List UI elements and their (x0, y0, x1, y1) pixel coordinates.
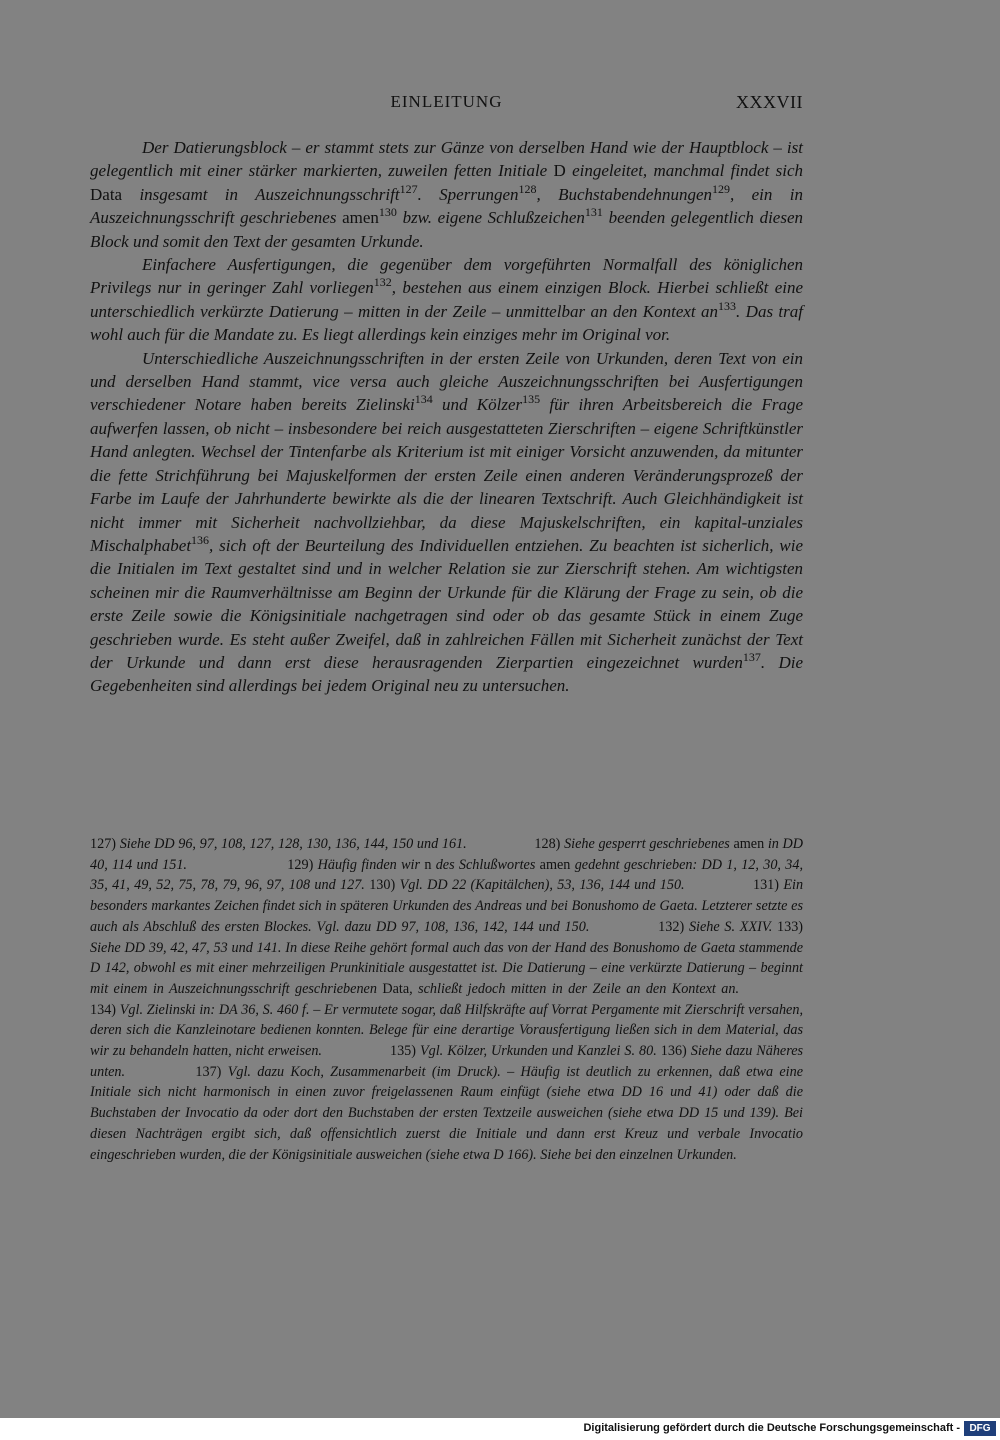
footnote-ref[interactable]: 127 (399, 181, 418, 196)
footnote-text: Vgl. Kölzer, Urkunden und Kanzlei S. 80. (419, 1043, 657, 1060)
upright-text: Data (90, 184, 123, 204)
text-run: , sich oft der Beurteilung des Individuellen entziehen. Zu beachten ist sicherlich, wie die Initialen im Text gestaltet sind und in welcher Relation sie zur Zierschrift stehen. Am wichtigsten scheinen mir die Raumverhältnisse am Beginn der Urkunde für die Klärung der Frage zu sein, ob die erste Zeile sowie die Königsinitiale nachgetragen sind oder ob das gesamte Stück in einem Zuge geschrieben wurde. Es steht außer Zweifel, daß in zahlreichen Fällen mit Sicherheit zunächst der Text der Urkunde und dann erst diese herausragenden Zierpartien eingezeichnet wurden (90, 535, 803, 672)
footnote-number: 131) (752, 877, 779, 894)
footnotes (90, 834, 803, 1165)
upright-text: n (424, 856, 432, 873)
footnote-ref[interactable]: 132 (373, 275, 392, 290)
footnote-130 (369, 877, 684, 893)
text-run: eingeleitet, manchmal findet sich (565, 161, 803, 181)
text-run: Unterschiedliche Auszeichnungsschriften in der ersten Zeile von Urkunden, deren Text von ein und derselben Hand stammt, vice versa auch gleiche Auszeichnungsschriften bei Ausfertigungen verschiedener Notare haben bereits Zielinski (90, 348, 803, 415)
footnote-text: des Schlußwortes (431, 856, 540, 873)
upright-text: amen (733, 836, 765, 852)
paragraph (90, 347, 803, 698)
footnote-text: Vgl. dazu Koch, Zusammenarbeit (im Druck). – Häufig ist deutlich zu erkennen, daß etwa eine Initiale sich nicht harmonisch in einen zuvor freigelassenen Raum einfügt (siehe etwa DD 16 und 41) oder daß die Buchstaben der Invocatio da oder dort den Buchstaben der ersten Textzeile ausweichen (siehe etwa DD 15 und 139). Bei diesen Nachträgen ergibt sich, daß offensichtlich zuerst die Initiale und dann erst Kreuz und verbale Invocatio eingeschrieben wurden, die der Königsinitiale ausweichen (siehe etwa D 166). Siehe bei den einzelnen Urkunden. (90, 1063, 804, 1163)
footnote-ref[interactable]: 133 (718, 298, 737, 313)
upright-text: amen (342, 208, 379, 228)
footnote-text: Vgl. Zielinski in: DA 36, S. 460 f. – Er vermutete sogar, daß Hilfskräfte auf Vorrat Pergamente mit Zierschrift versahen, deren sich die Kanzleinotare bedienen konnten. Belege für eine derartige Vorausfertigung ließen sich in dem Material, das wir zu behandeln hatten, nicht erweisen. (90, 1001, 803, 1060)
text-run: , Buchstabendehnungen (536, 184, 713, 204)
footnote-number: 130) (369, 877, 396, 894)
footnote-text: in DD 40, 114 und 151. (90, 836, 804, 873)
text-run: für ihren Arbeitsbereich die Frage aufwerfen lassen, ob nicht – insbesondere bei reich ausgestatteten Zierschriften – eigene Schriftkünstler Hand anlegten. Wechsel der Tintenfarbe als Kriterium ist mit einiger Vorsicht anzuwenden, da mitunter die fette Strichführung bei Majuskelformen der ersten Zeile einen anderen Veränderungsprozeß der Farbe im Laufe der Jahrhunderte bewirkte als die der linearen Textschrift. Auch Gleichhändigkeit ist nicht immer mit Sicherheit nachvollziehbar, da diese Majuskelschriften, ein kapital-unziales Mischalphabet (90, 395, 803, 555)
text-run: . Die Gegebenheiten sind allerdings bei jedem Original neu zu untersuchen. (90, 652, 804, 696)
footnote-number: 129) (287, 856, 314, 873)
upright-text: amen (539, 856, 571, 873)
paragraph (90, 253, 803, 347)
footnote-text: Siehe S. XXIV. (688, 918, 773, 935)
footnote-number: 137) (195, 1063, 222, 1080)
footnote-ref[interactable]: 136 (191, 532, 210, 547)
text-run: , ein in Auszeichnungsschrift geschriebenes (90, 184, 803, 228)
text-run: Einfachere Ausfertigungen, die gegenüber dem vorgeführten Normalfall des königlichen Privilegs nur in geringer Zahl vorliegen (90, 255, 803, 298)
upright-text: D (553, 161, 566, 181)
footnote-text: Häufig finden wir (317, 856, 425, 873)
text-run: Der Datierungsblock – er stammt stets zur Gänze von derselben Hand wie der Hauptblock – ist gelegentlich mit einer stärker markierten, zuweilen fetten Initiale (90, 138, 803, 181)
footnote-132 (658, 919, 772, 935)
running-header (90, 92, 803, 116)
funding-credit: Digitalisierung gefördert durch die Deutsche Forschungsgemeinschaft - (583, 1422, 960, 1434)
funding-bar (0, 1418, 1000, 1440)
footnote-ref[interactable]: 130 (378, 205, 397, 220)
footnote-127 (90, 836, 467, 852)
footnote-ref[interactable]: 128 (518, 181, 537, 196)
text-run: beenden gelegentlich diesen Block und somit den Text der gesamten Urkunde. (90, 208, 804, 251)
footnote-text: Siehe gesperrt geschriebenes (564, 836, 734, 852)
footnote-text: , schließt jedoch mitten in der Zeile an den Kontext an. (409, 980, 739, 997)
footnote-text: Siehe DD 96, 97, 108, 127, 128, 130, 136, 144, 150 und 161. (119, 836, 467, 852)
text-run: . Das traf wohl auch für die Mandate zu. Es liegt allerdings kein einziges mehr im Original vor. (90, 301, 803, 345)
footnote-number: 135) (389, 1043, 416, 1060)
footnote-ref[interactable]: 129 (712, 181, 731, 196)
footnote-ref[interactable]: 134 (414, 392, 433, 407)
footnote-137 (90, 1064, 803, 1163)
dfg-logo-icon[interactable]: DFG (964, 1421, 996, 1436)
footnote-ref[interactable]: 131 (584, 205, 603, 220)
footnote-number: 132) (658, 918, 685, 935)
text-run: insgesamt in Auszeichnungsschrift (122, 184, 400, 204)
header-title: EINLEITUNG (390, 92, 503, 111)
text-run: , bestehen aus einem einzigen Block. Hierbei schließt eine unterschiedlich verkürzte Datierung – mitten in der Zeile – unmittelbar an den Kontext an (90, 278, 804, 321)
footnote-number: 127) (90, 836, 117, 852)
paragraph (90, 136, 803, 253)
text-run: und Kölzer (432, 395, 523, 415)
footnote-text: Siehe DD 39, 42, 47, 53 und 141. In diese Reihe gehört formal auch das von der Hand des Bonushomo de Gaeta stammende D 142, obwohl es mit einer mehrzeiligen Prunkinitiale ausgestattet ist. Die Datierung – eine verkürzte Datierung – beginnt mit einem in Auszeichnungsschrift geschriebenen (90, 939, 803, 997)
page-number: XXXVII (736, 92, 803, 112)
main-text (90, 136, 803, 698)
footnote-135 (390, 1043, 657, 1059)
footnote-text: Vgl. DD 22 (Kapitälchen), 53, 136, 144 und 150. (399, 877, 685, 894)
upright-text: Data (382, 980, 410, 997)
footnote-number: 133) (777, 918, 804, 935)
text-run: . Sperrungen (417, 184, 519, 204)
footnote-text: gedehnt geschrieben: DD 1, 12, 30, 34, 35, 41, 49, 52, 75, 78, 79, 96, 97, 108 und 127. (90, 856, 804, 894)
footnote-text: Siehe dazu Näheres unten. (90, 1043, 804, 1080)
text-run: bzw. eigene Schlußzeichen (396, 208, 585, 228)
footnote-number: 136) (660, 1043, 687, 1060)
footnote-text: Ein besonders markantes Zeichen findet sich in späteren Urkunden des Andreas und bei Bonushomo de Gaeta. Letzterer setzte es auch als Abschluß des ersten Blockes. Vgl. dazu DD 97, 108, 136, 142, 144 und 150. (90, 877, 804, 935)
footnote-number: 134) (90, 1001, 117, 1018)
footnote-number: 128) (534, 836, 561, 852)
footnote-ref[interactable]: 137 (742, 649, 761, 664)
footnote-ref[interactable]: 135 (522, 392, 541, 407)
